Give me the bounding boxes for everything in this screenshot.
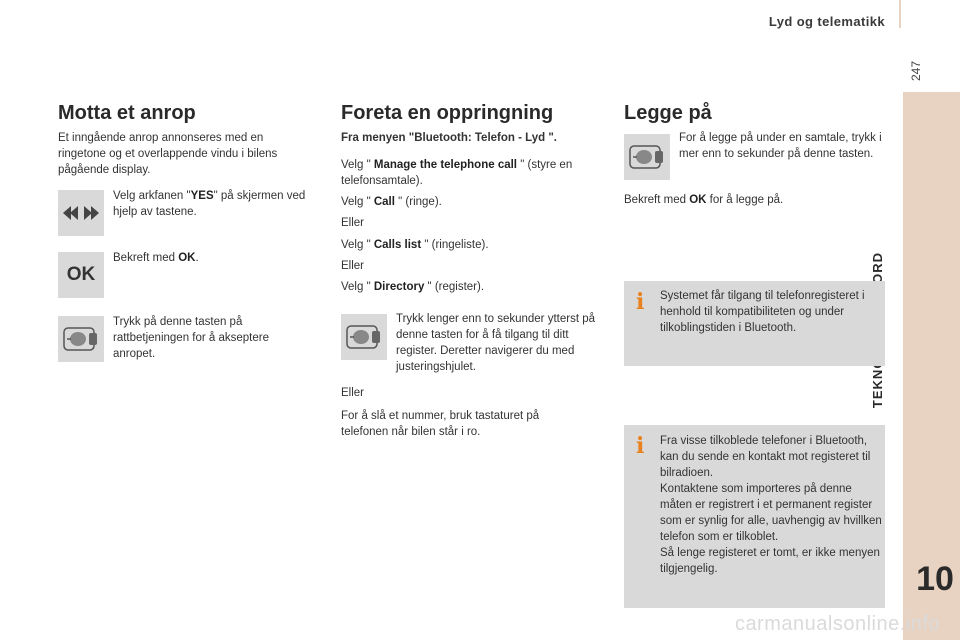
steering-key-2 — [341, 314, 387, 360]
heading-make-call: Foreta en oppringning — [341, 102, 554, 124]
chapter-tab — [903, 92, 960, 640]
option-call: Velg " Call " (ringe). — [341, 196, 442, 208]
info-box-contacts — [624, 425, 885, 608]
steering-key-1 — [58, 316, 104, 362]
steering-key-3 — [624, 134, 670, 180]
steering-control-icon — [61, 324, 101, 354]
step-accept-call: Trykk på denne tasten på rattbetjeningen for å akseptere anropet. — [113, 316, 269, 360]
press-directory-key: Trykk lenger enn to sekunder ytterst på denne tasten for å få tilgang til ditt register. Deretter navigerer du med justeringshjulet. — [396, 313, 596, 373]
or-text-3: Eller — [341, 387, 365, 399]
or-text-2: Eller — [341, 260, 365, 272]
heading-hang-up: Legge på — [624, 102, 712, 124]
section-title: Lyd og telematikk — [768, 14, 885, 29]
step-confirm-ok: Bekreft med OK. — [113, 252, 199, 264]
steering-control-icon — [344, 322, 384, 352]
heading-receive-call: Motta et anrop — [58, 102, 196, 124]
receive-intro: Et inngående anrop annonseres med en ringetone og et overlappende vindu i bilens pågående display. — [58, 132, 278, 176]
header-divider — [899, 0, 901, 28]
option-calls-list: Velg " Calls list " (ringeliste). — [341, 239, 489, 251]
hangup-instruction: For å legge på under en samtale, trykk i mer enn to sekunder på denne tasten. — [679, 132, 882, 160]
step-select-yes: Velg arkfanen "YES" på skjermen ved hjelp av tastene. — [113, 190, 306, 218]
menu-path: Fra menyen "Bluetooth: Telefon - Lyd ". — [341, 132, 557, 144]
info-register-text: Systemet får tilgang til telefonregisteret i henhold til kompatibiliteten og under tilkoblingstiden i Bluetooth. — [660, 290, 865, 334]
dial-number: For å slå et nummer, bruk tastaturet på telefonen når bilen står i ro. — [341, 410, 540, 438]
watermark: carmanualsonline.info — [734, 613, 940, 635]
option-directory: Velg " Directory " (register). — [341, 281, 485, 293]
info-contacts-text: Fra visse tilkoblede telefoner i Bluetooth, kan du sende en kontakt mot registeret til bilradioen. Kontaktene som importeres på denne måten er registrert i et permanent register som er synlig for alle, uavhengig av hvillken telefon som er tilkoblet. Så lenge registeret er tomt, er ikke menyen tilgjengelig. — [660, 435, 882, 575]
prev-next-arrows-icon — [61, 203, 101, 223]
chapter-number: 10 — [916, 560, 954, 598]
or-text-1: Eller — [341, 217, 365, 229]
nav-arrows-key — [58, 190, 104, 236]
page-number: 247 — [909, 60, 923, 82]
info-icon: i — [636, 289, 645, 315]
hangup-confirm: Bekreft med OK for å legge på. — [624, 194, 784, 206]
ok-key-label: OK — [66, 264, 96, 285]
info-box-register — [624, 281, 885, 366]
info-icon: i — [636, 433, 645, 459]
option-manage-call: Velg " Manage the telephone call " (styre en telefonsamtale). — [341, 159, 573, 187]
ok-key — [58, 252, 104, 298]
steering-control-icon — [627, 142, 667, 172]
